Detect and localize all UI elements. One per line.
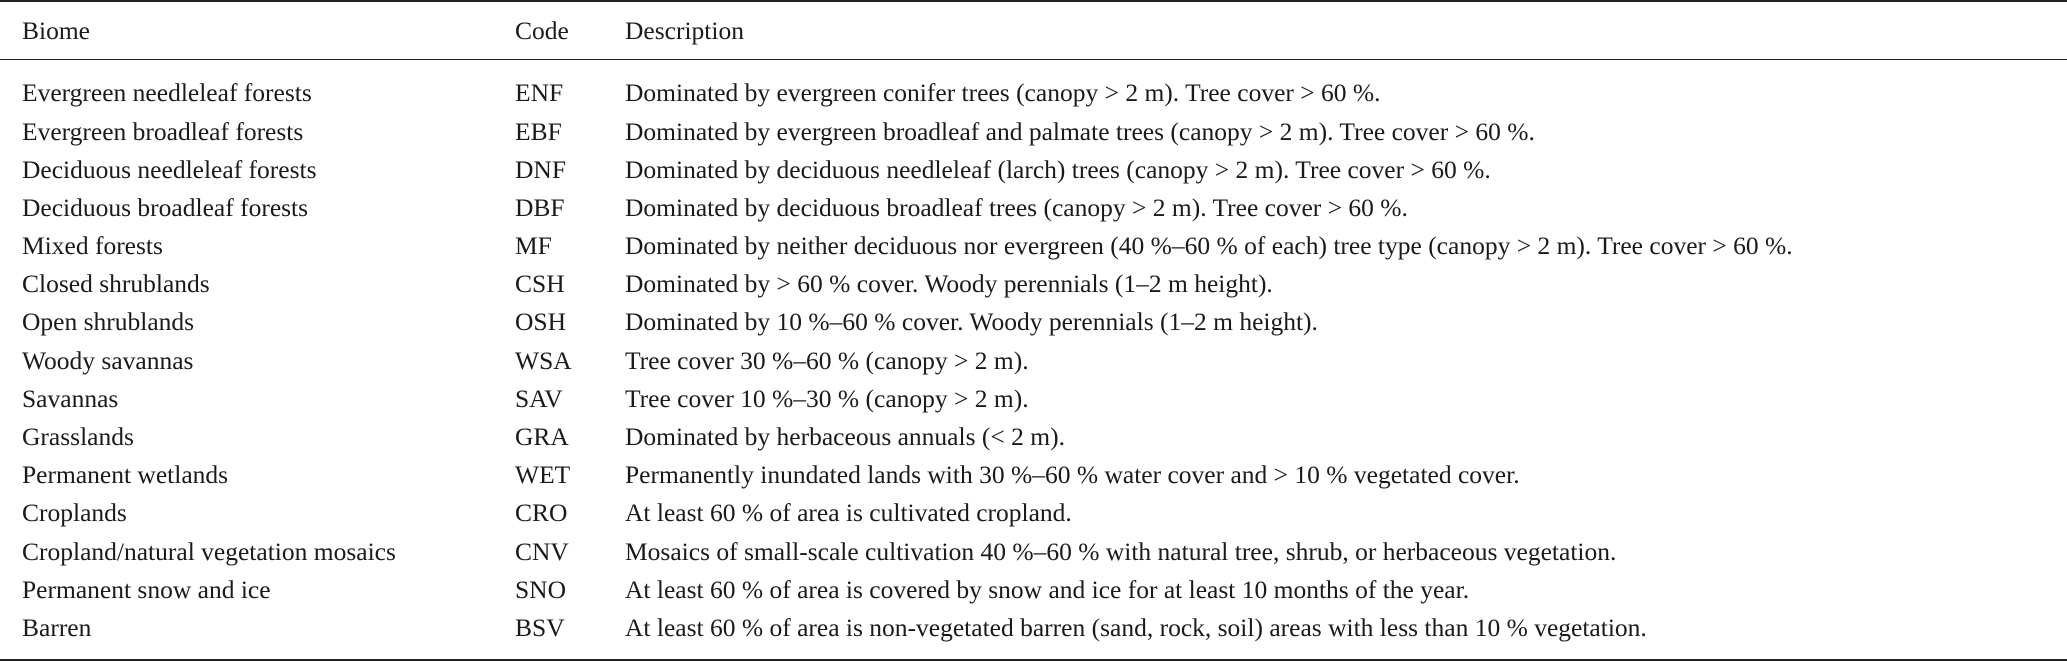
table-header — [0, 1, 2067, 60]
cell-biome: Woody savannas — [22, 345, 194, 375]
cell-biome: Permanent wetlands — [22, 460, 229, 490]
cell-description: Dominated by deciduous broadleaf trees (canopy > 2 m). Tree cover > 60 %. — [625, 192, 1408, 222]
cell-code: CNV — [515, 536, 569, 566]
cell-description: Dominated by evergreen broadleaf and palmate trees (canopy > 2 m). Tree cover > 60 %. — [625, 116, 1535, 146]
cell-description: At least 60 % of area is cultivated cropland. — [625, 498, 1072, 528]
cell-code: SAV — [515, 383, 563, 413]
cell-description: At least 60 % of area is covered by snow and ice for at least 10 months of the year. — [625, 574, 1470, 604]
table-row — [0, 60, 2067, 113]
cell-biome: Deciduous needleleaf forests — [22, 154, 317, 184]
cell-biome: Open shrublands — [22, 307, 195, 337]
cell-code: OSH — [515, 307, 567, 337]
header-code: Code — [515, 15, 569, 45]
cell-description: Tree cover 10 %–30 % (canopy > 2 m). — [625, 383, 1029, 413]
cell-biome: Evergreen needleleaf forests — [22, 78, 312, 108]
cell-biome: Cropland/natural vegetation mosaics — [22, 536, 396, 566]
table-row — [0, 494, 2067, 532]
table-row — [0, 227, 2067, 265]
cell-biome: Grasslands — [22, 422, 134, 452]
table-row — [0, 532, 2067, 570]
cell-description: Dominated by evergreen conifer trees (canopy > 2 m). Tree cover > 60 %. — [625, 78, 1381, 108]
table-row — [0, 265, 2067, 303]
cell-biome: Closed shrublands — [22, 269, 210, 299]
cell-description: Mosaics of small-scale cultivation 40 %–60 % with natural tree, shrub, or herbaceous vegetation. — [625, 536, 1617, 566]
cell-code: SNO — [515, 574, 567, 604]
header-biome: Biome — [22, 15, 90, 45]
cell-biome: Savannas — [22, 383, 119, 413]
cell-biome: Permanent snow and ice — [22, 574, 271, 604]
cell-code: WET — [515, 460, 571, 490]
cell-code: GRA — [515, 422, 569, 452]
table-row — [0, 303, 2067, 341]
table-row — [0, 380, 2067, 418]
table-row — [0, 150, 2067, 188]
cell-biome: Croplands — [22, 498, 127, 528]
cell-code: MF — [515, 231, 552, 261]
cell-description: Tree cover 30 %–60 % (canopy > 2 m). — [625, 345, 1029, 375]
table-row — [0, 418, 2067, 456]
cell-code: CSH — [515, 269, 565, 299]
table-row — [0, 189, 2067, 227]
table-row — [0, 570, 2067, 608]
table-body — [0, 60, 2067, 660]
cell-code: DBF — [515, 192, 565, 222]
cell-biome: Mixed forests — [22, 231, 163, 261]
cell-biome: Deciduous broadleaf forests — [22, 192, 309, 222]
cell-code: CRO — [515, 498, 568, 528]
cell-code: DNF — [515, 154, 567, 184]
table-row — [0, 456, 2067, 494]
cell-description: Dominated by neither deciduous nor evergreen (40 %–60 % of each) tree type (canopy > 2 m). Tree cover > 60 %. — [625, 231, 1793, 261]
cell-biome: Barren — [22, 612, 92, 642]
cell-code: ENF — [515, 78, 564, 108]
cell-description: Dominated by deciduous needleleaf (larch) trees (canopy > 2 m). Tree cover > 60 %. — [625, 154, 1491, 184]
table-row — [0, 341, 2067, 379]
table-row — [0, 609, 2067, 660]
cell-description: Dominated by 10 %–60 % cover. Woody perennials (1–2 m height). — [625, 307, 1318, 337]
cell-description: Dominated by herbaceous annuals (< 2 m). — [625, 422, 1065, 452]
cell-biome: Evergreen broadleaf forests — [22, 116, 304, 146]
cell-code: EBF — [515, 116, 562, 146]
cell-description: Dominated by > 60 % cover. Woody perennials (1–2 m height). — [625, 269, 1273, 299]
header-row — [0, 1, 2067, 60]
cell-code: BSV — [515, 612, 565, 642]
header-description: Description — [625, 15, 744, 45]
cell-description: At least 60 % of area is non-vegetated barren (sand, rock, soil) areas with less than 10 % vegetation. — [625, 612, 1647, 642]
cell-description: Permanently inundated lands with 30 %–60 % water cover and > 10 % vegetated cover. — [625, 460, 1520, 490]
table-row — [0, 112, 2067, 150]
cell-code: WSA — [515, 345, 572, 375]
